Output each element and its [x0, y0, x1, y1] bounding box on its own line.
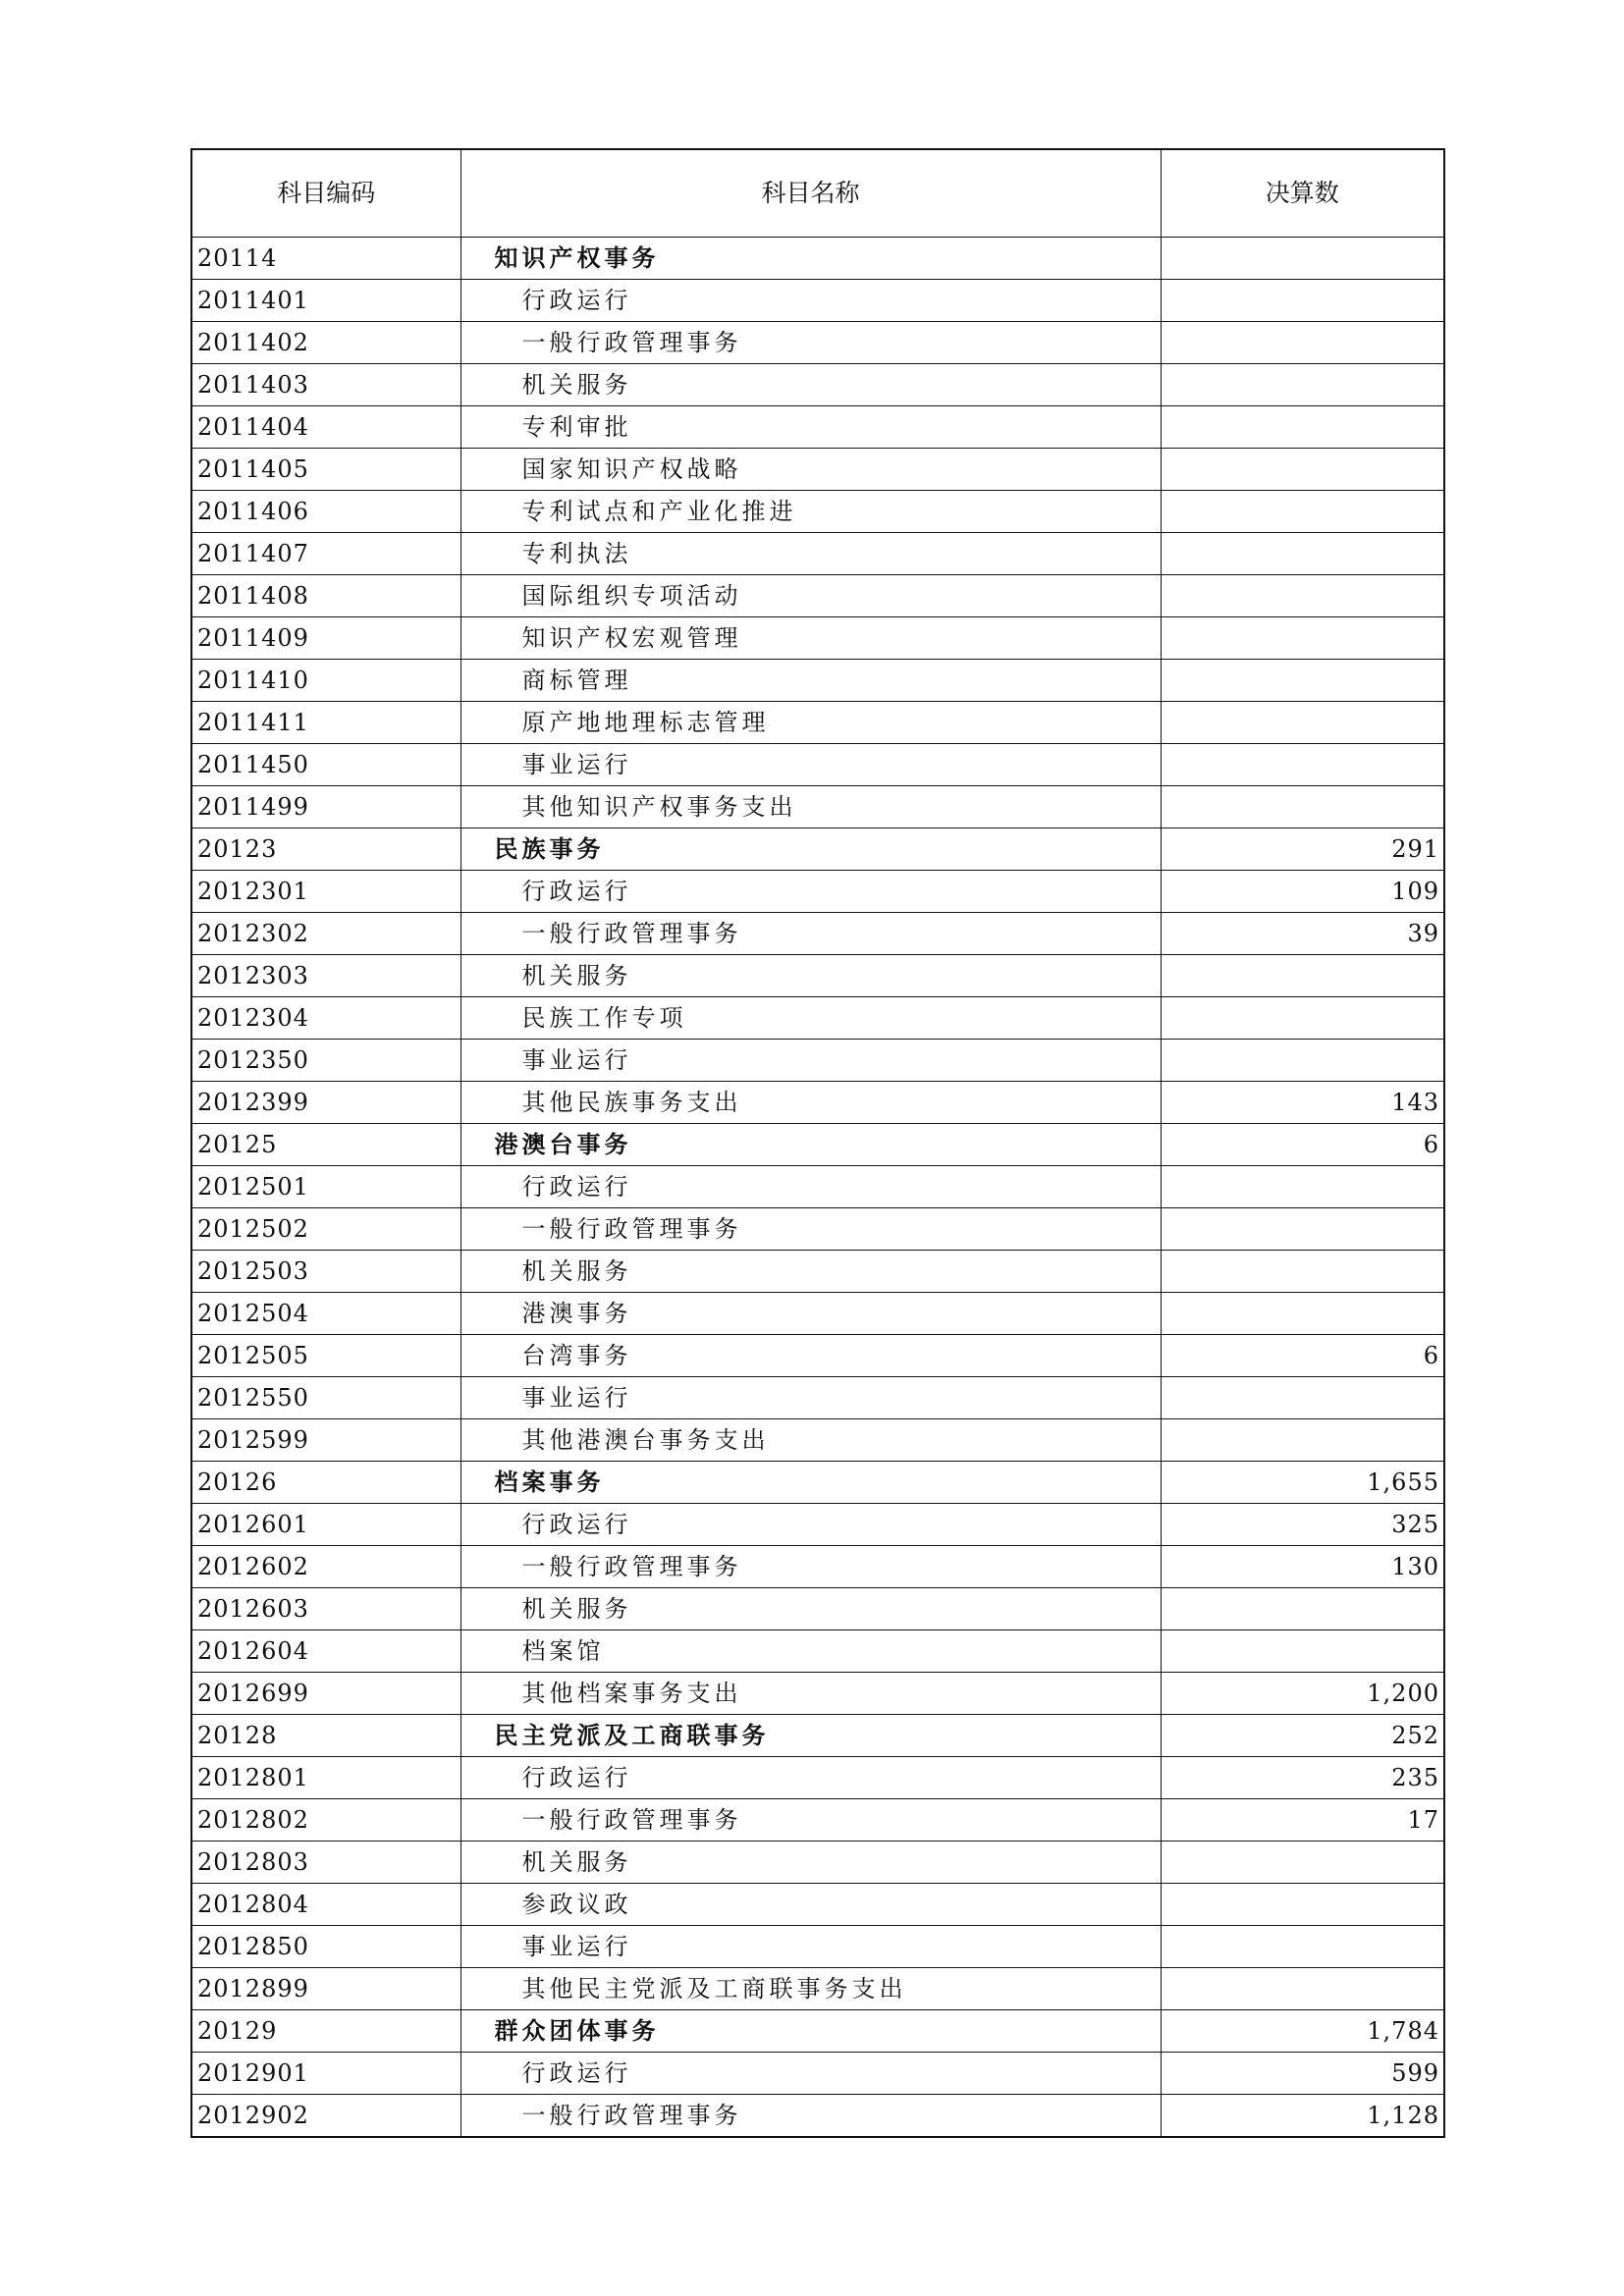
row-name: 一般行政管理事务 [460, 1208, 1161, 1251]
row-name: 群众团体事务 [460, 2010, 1161, 2053]
table-row [191, 1124, 1444, 1166]
row-amount [1161, 280, 1444, 322]
table-row [191, 2053, 1444, 2095]
row-name: 国家知识产权战略 [460, 449, 1161, 491]
table-row [191, 997, 1444, 1040]
row-amount: 235 [1161, 1757, 1444, 1799]
header-code: 科目编码 [191, 149, 460, 238]
row-code: 2011401 [191, 280, 460, 322]
row-code: 2012599 [191, 1419, 460, 1462]
row-code: 2011402 [191, 322, 460, 364]
row-amount [1161, 617, 1444, 660]
row-code: 2012301 [191, 871, 460, 913]
table-row [191, 491, 1444, 533]
table-row [191, 786, 1444, 828]
row-amount [1161, 1926, 1444, 1968]
row-name: 专利试点和产业化推进 [460, 491, 1161, 533]
row-amount: 325 [1161, 1504, 1444, 1546]
row-code: 2011407 [191, 533, 460, 575]
row-amount [1161, 449, 1444, 491]
row-code: 2012350 [191, 1040, 460, 1082]
budget-table [190, 148, 1445, 2138]
row-code: 2012303 [191, 955, 460, 997]
table-row [191, 1546, 1444, 1588]
row-name: 行政运行 [460, 871, 1161, 913]
table-row [191, 744, 1444, 786]
row-code: 2011411 [191, 702, 460, 744]
row-name: 行政运行 [460, 280, 1161, 322]
table-row [191, 449, 1444, 491]
row-name: 一般行政管理事务 [460, 322, 1161, 364]
row-code: 2011410 [191, 660, 460, 702]
table-row [191, 1673, 1444, 1715]
row-amount [1161, 1377, 1444, 1419]
table-row [191, 364, 1444, 406]
row-amount: 1,655 [1161, 1462, 1444, 1504]
row-amount [1161, 491, 1444, 533]
table-row [191, 1799, 1444, 1842]
row-amount [1161, 1251, 1444, 1293]
table-row [191, 913, 1444, 955]
table-row [191, 828, 1444, 871]
row-amount [1161, 1842, 1444, 1884]
row-name: 其他知识产权事务支出 [460, 786, 1161, 828]
table-row [191, 1462, 1444, 1504]
row-amount: 143 [1161, 1082, 1444, 1124]
table-row [191, 1335, 1444, 1377]
row-code: 20123 [191, 828, 460, 871]
row-amount [1161, 786, 1444, 828]
table-row [191, 1377, 1444, 1419]
row-code: 2011404 [191, 406, 460, 449]
row-name: 一般行政管理事务 [460, 913, 1161, 955]
row-name: 行政运行 [460, 2053, 1161, 2095]
table-row [191, 955, 1444, 997]
table-row [191, 871, 1444, 913]
row-amount [1161, 1588, 1444, 1630]
row-code: 2012601 [191, 1504, 460, 1546]
row-amount: 39 [1161, 913, 1444, 955]
row-name: 知识产权宏观管理 [460, 617, 1161, 660]
table-row [191, 1208, 1444, 1251]
row-name: 机关服务 [460, 364, 1161, 406]
row-code: 2012550 [191, 1377, 460, 1419]
row-code: 20114 [191, 238, 460, 280]
row-code: 2011409 [191, 617, 460, 660]
header-name: 科目名称 [460, 149, 1161, 238]
table-row [191, 1504, 1444, 1546]
row-amount: 1,784 [1161, 2010, 1444, 2053]
row-amount: 252 [1161, 1715, 1444, 1757]
row-name: 机关服务 [460, 1842, 1161, 1884]
header-amount: 决算数 [1161, 149, 1444, 238]
table-row [191, 1884, 1444, 1926]
row-name: 民主党派及工商联事务 [460, 1715, 1161, 1757]
row-name: 港澳台事务 [460, 1124, 1161, 1166]
row-code: 2012801 [191, 1757, 460, 1799]
row-code: 2012899 [191, 1968, 460, 2010]
budget-table-container [190, 148, 1443, 2138]
row-name: 民族事务 [460, 828, 1161, 871]
row-code: 2012603 [191, 1588, 460, 1630]
row-code: 2011450 [191, 744, 460, 786]
row-code: 2011499 [191, 786, 460, 828]
table-row [191, 1082, 1444, 1124]
table-row [191, 617, 1444, 660]
row-code: 20128 [191, 1715, 460, 1757]
table-row [191, 1630, 1444, 1673]
table-row [191, 1715, 1444, 1757]
row-name: 民族工作专项 [460, 997, 1161, 1040]
row-code: 2012503 [191, 1251, 460, 1293]
row-name: 专利执法 [460, 533, 1161, 575]
row-code: 2012501 [191, 1166, 460, 1208]
row-amount [1161, 955, 1444, 997]
table-row [191, 1251, 1444, 1293]
row-code: 20129 [191, 2010, 460, 2053]
row-amount: 17 [1161, 1799, 1444, 1842]
row-amount: 6 [1161, 1335, 1444, 1377]
row-name: 其他港澳台事务支出 [460, 1419, 1161, 1462]
table-row [191, 1842, 1444, 1884]
row-name: 事业运行 [460, 744, 1161, 786]
table-row [191, 2010, 1444, 2053]
row-code: 2011403 [191, 364, 460, 406]
row-amount [1161, 1166, 1444, 1208]
row-name: 机关服务 [460, 1588, 1161, 1630]
table-row [191, 406, 1444, 449]
row-amount: 109 [1161, 871, 1444, 913]
row-name: 其他民主党派及工商联事务支出 [460, 1968, 1161, 2010]
row-name: 一般行政管理事务 [460, 1799, 1161, 1842]
table-row [191, 238, 1444, 280]
table-row [191, 280, 1444, 322]
row-code: 2012604 [191, 1630, 460, 1673]
table-row [191, 702, 1444, 744]
table-row [191, 1293, 1444, 1335]
row-code: 2011408 [191, 575, 460, 617]
row-code: 2012399 [191, 1082, 460, 1124]
table-row [191, 660, 1444, 702]
table-row [191, 2095, 1444, 2138]
row-name: 专利审批 [460, 406, 1161, 449]
row-amount: 1,200 [1161, 1673, 1444, 1715]
row-name: 参政议政 [460, 1884, 1161, 1926]
row-amount [1161, 1630, 1444, 1673]
row-amount [1161, 575, 1444, 617]
row-code: 2011405 [191, 449, 460, 491]
table-row [191, 1757, 1444, 1799]
row-code: 2012304 [191, 997, 460, 1040]
row-amount: 6 [1161, 1124, 1444, 1166]
row-amount [1161, 702, 1444, 744]
row-amount [1161, 1040, 1444, 1082]
row-code: 20126 [191, 1462, 460, 1504]
row-amount [1161, 1884, 1444, 1926]
row-code: 2012901 [191, 2053, 460, 2095]
row-amount [1161, 1968, 1444, 2010]
row-amount: 130 [1161, 1546, 1444, 1588]
row-code: 2012803 [191, 1842, 460, 1884]
row-code: 2012699 [191, 1673, 460, 1715]
row-amount [1161, 322, 1444, 364]
row-name: 事业运行 [460, 1040, 1161, 1082]
row-name: 原产地地理标志管理 [460, 702, 1161, 744]
table-row [191, 575, 1444, 617]
row-code: 2012504 [191, 1293, 460, 1335]
row-name: 档案馆 [460, 1630, 1161, 1673]
table-row [191, 1588, 1444, 1630]
row-code: 2012602 [191, 1546, 460, 1588]
row-name: 行政运行 [460, 1504, 1161, 1546]
row-amount [1161, 364, 1444, 406]
table-row [191, 1968, 1444, 2010]
row-code: 20125 [191, 1124, 460, 1166]
row-name: 机关服务 [460, 1251, 1161, 1293]
table-row [191, 1419, 1444, 1462]
row-name: 一般行政管理事务 [460, 1546, 1161, 1588]
table-row [191, 1166, 1444, 1208]
row-code: 2011406 [191, 491, 460, 533]
row-name: 行政运行 [460, 1166, 1161, 1208]
row-name: 其他档案事务支出 [460, 1673, 1161, 1715]
row-name: 事业运行 [460, 1926, 1161, 1968]
row-name: 一般行政管理事务 [460, 2095, 1161, 2138]
row-code: 2012505 [191, 1335, 460, 1377]
row-amount [1161, 238, 1444, 280]
row-amount [1161, 660, 1444, 702]
row-name: 其他民族事务支出 [460, 1082, 1161, 1124]
row-name: 机关服务 [460, 955, 1161, 997]
table-row [191, 322, 1444, 364]
row-amount: 1,128 [1161, 2095, 1444, 2138]
row-amount: 291 [1161, 828, 1444, 871]
row-amount [1161, 744, 1444, 786]
row-name: 台湾事务 [460, 1335, 1161, 1377]
row-code: 2012902 [191, 2095, 460, 2138]
row-code: 2012302 [191, 913, 460, 955]
row-code: 2012804 [191, 1884, 460, 1926]
row-name: 行政运行 [460, 1757, 1161, 1799]
row-code: 2012802 [191, 1799, 460, 1842]
row-code: 2012502 [191, 1208, 460, 1251]
table-row [191, 533, 1444, 575]
row-amount [1161, 406, 1444, 449]
table-body [191, 238, 1444, 2138]
row-name: 知识产权事务 [460, 238, 1161, 280]
row-name: 国际组织专项活动 [460, 575, 1161, 617]
row-code: 2012850 [191, 1926, 460, 1968]
row-name: 事业运行 [460, 1377, 1161, 1419]
row-name: 商标管理 [460, 660, 1161, 702]
row-amount [1161, 533, 1444, 575]
row-amount [1161, 997, 1444, 1040]
row-name: 档案事务 [460, 1462, 1161, 1504]
row-amount [1161, 1419, 1444, 1462]
table-row [191, 1040, 1444, 1082]
table-row [191, 1926, 1444, 1968]
row-amount [1161, 1208, 1444, 1251]
row-amount: 599 [1161, 2053, 1444, 2095]
row-name: 港澳事务 [460, 1293, 1161, 1335]
row-amount [1161, 1293, 1444, 1335]
header-row [191, 149, 1444, 238]
